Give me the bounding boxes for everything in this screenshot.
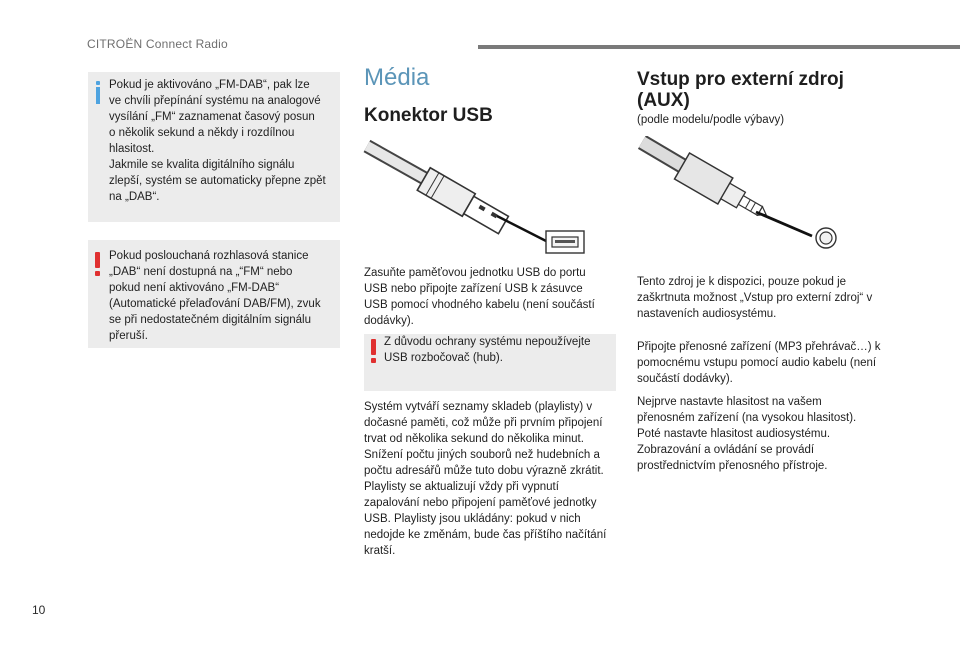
info-box xyxy=(88,72,340,222)
aux-jack-illustration xyxy=(636,136,850,254)
subtitle-aux: Vstup pro externí zdroj (AUX) xyxy=(637,69,844,111)
warning-box-usb-text: Z důvodu ochrany systému nepoužívejte USB rozbočovač (hub). xyxy=(384,336,591,364)
playlist-text: Systém vytváří seznamy skladeb (playlisty) v dočasné paměti, což může při prvním připojení trvat od několika sekund do několika minut. Snížení počtu jiných souborů než hudebních a počtu adresářů může tuto dobu výrazně zkrátit. Playlisty se aktualizují vždy při vypnutí zapalování nebo připojení paměťové jednotky USB. Playlisty jsou ukládány: pokud v nich nedojde ke změnám, bude čas příštího načítání kratší. xyxy=(364,401,607,557)
aux-paragraph-1: Tento zdroj je k dispozici, pouze pokud je zaškrtnuta možnost „Vstup pro externí zdroj“ v nastaveních audiosystému. xyxy=(637,276,873,320)
usb-instructions: Zasuňte paměťovou jednotku USB do portu USB nebo připojte zařízení USB k zásuvce USB pomocí vhodného kabelu (není součástí dodávky). xyxy=(364,267,595,327)
page-number: 10 xyxy=(32,603,46,617)
aux-note: (podle modelu/podle výbavy) xyxy=(637,114,785,126)
section-title-media: Média xyxy=(364,64,430,91)
warning-box-dab xyxy=(88,240,340,348)
warning-box-usb-hub xyxy=(364,334,616,391)
usb-illustration xyxy=(362,138,592,256)
warning-icon xyxy=(95,252,100,268)
info-box-text: Pokud je aktivováno „FM-DAB“, pak lze ve chvíli přepínání systému na analogové vysílání „FM“ zaznamenat časový posun o několik sekund a někdy i rozdílnou hlasitost. Jakmile se kvalita digitálního signálu zlepší, systém se automaticky přepne zpět na „DAB“. xyxy=(109,79,326,203)
warning-box-dab-text: Pokud poslouchaná rozhlasová stanice „DAB“ není dostupná na „“FM“ nebo pokud není aktivováno „FM-DAB“ (Automatické přelaďování DAB/FM), zvuk se při nedostatečném digitálním signálu přeruší. xyxy=(109,250,321,342)
warning-icon xyxy=(371,339,376,355)
header-title: CITROËN Connect Radio xyxy=(87,37,228,51)
aux-paragraph-3: Nejprve nastavte hlasitost na vašem přenosném zařízení (na vysokou hlasitost). Poté nastavte hlasitost audiosystému. Zobrazování a ovládání se provádí prostřednictvím přenosného přístroje. xyxy=(637,396,857,472)
aux-paragraph-2: Připojte přenosné zařízení (MP3 přehrávač…) k pomocnému vstupu pomocí audio kabelu (není součástí dodávky). xyxy=(637,341,881,385)
subtitle-usb: Konektor USB xyxy=(364,105,493,126)
info-icon xyxy=(96,87,100,104)
header-bar xyxy=(478,45,960,49)
